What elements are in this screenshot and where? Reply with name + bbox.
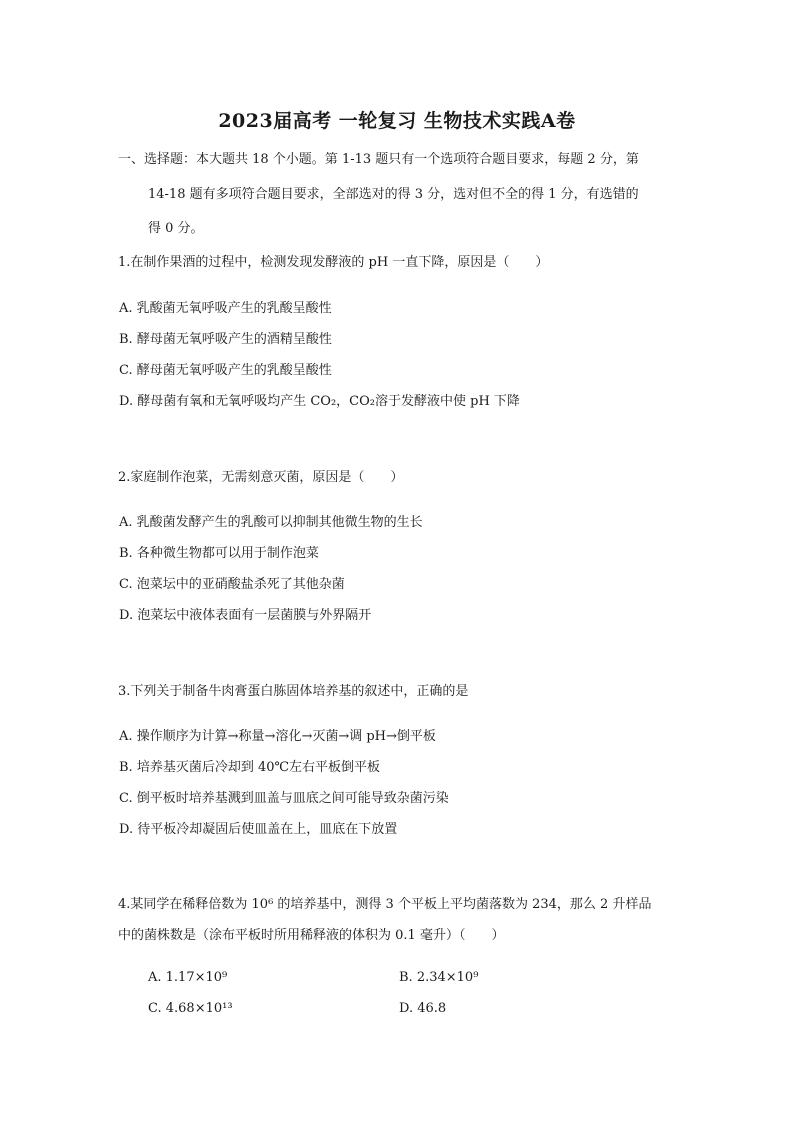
question-2-stem: 2.家庭制作泡菜，无需刻意灭菌，原因是（ ） [118, 470, 404, 485]
question-1-stem: 1.在制作果酒的过程中，检测发现发酵液的 pH 一直下降，原因是（ ） [118, 255, 549, 270]
question-4-option-b: B. 2.34×10⁹ [399, 970, 479, 985]
section-instruction-line-2: 14-18 题有多项符合题目要求，全部选对的得 3 分，选对但不全的得 1 分，有选错的 [148, 187, 639, 202]
question-3-stem: 3.下列关于制备牛肉膏蛋白胨固体培养基的叙述中，正确的是 [118, 684, 469, 699]
section-instruction-line-1: 一、选择题：本大题共 18 个小题。第 1-13 题只有一个选项符合题目要求，每题 2 分，第 [118, 152, 639, 167]
question-2-option-b: B. 各种微生物都可以用于制作泡菜 [119, 546, 319, 561]
section-instruction-line-3: 得 0 分。 [148, 221, 204, 236]
question-1-option-d: D. 酵母菌有氧和无氧呼吸均产生 CO₂，CO₂溶于发酵液中使 pH 下降 [119, 394, 520, 409]
page-title: 2023届高考 一轮复习 生物技术实践A卷 [218, 110, 576, 132]
question-4-option-c: C. 4.68×10¹³ [148, 1001, 233, 1016]
question-4-stem-line-2: 中的菌株数是（涂布平板时所用稀释液的体积为 0.1 毫升）（ ） [118, 928, 505, 943]
question-3-option-a: A. 操作顺序为计算→称量→溶化→灭菌→调 pH→倒平板 [119, 729, 436, 744]
question-1-option-a: A. 乳酸菌无氧呼吸产生的乳酸呈酸性 [119, 301, 332, 316]
question-4-option-a: A. 1.17×10⁹ [148, 970, 228, 985]
question-3-option-c: C. 倒平板时培养基溅到皿盖与皿底之间可能导致杂菌污染 [119, 791, 449, 806]
question-2-option-d: D. 泡菜坛中液体表面有一层菌膜与外界隔开 [119, 608, 372, 623]
question-4-stem-line-1: 4.某同学在稀释倍数为 10⁶ 的培养基中，测得 3 个平板上平均菌落数为 234，那么 2 升样品 [118, 897, 652, 912]
question-4-option-d: D. 46.8 [399, 1001, 447, 1016]
question-3-option-d: D. 待平板冷却凝固后使皿盖在上，皿底在下放置 [119, 822, 398, 837]
question-1-option-c: C. 酵母菌无氧呼吸产生的乳酸呈酸性 [119, 363, 332, 378]
question-1-option-b: B. 酵母菌无氧呼吸产生的酒精呈酸性 [119, 332, 332, 347]
question-2-option-a: A. 乳酸菌发酵产生的乳酸可以抑制其他微生物的生长 [119, 515, 423, 530]
question-3-option-b: B. 培养基灭菌后冷却到 40℃左右平板倒平板 [119, 760, 381, 775]
question-2-option-c: C. 泡菜坛中的亚硝酸盐杀死了其他杂菌 [119, 577, 345, 592]
